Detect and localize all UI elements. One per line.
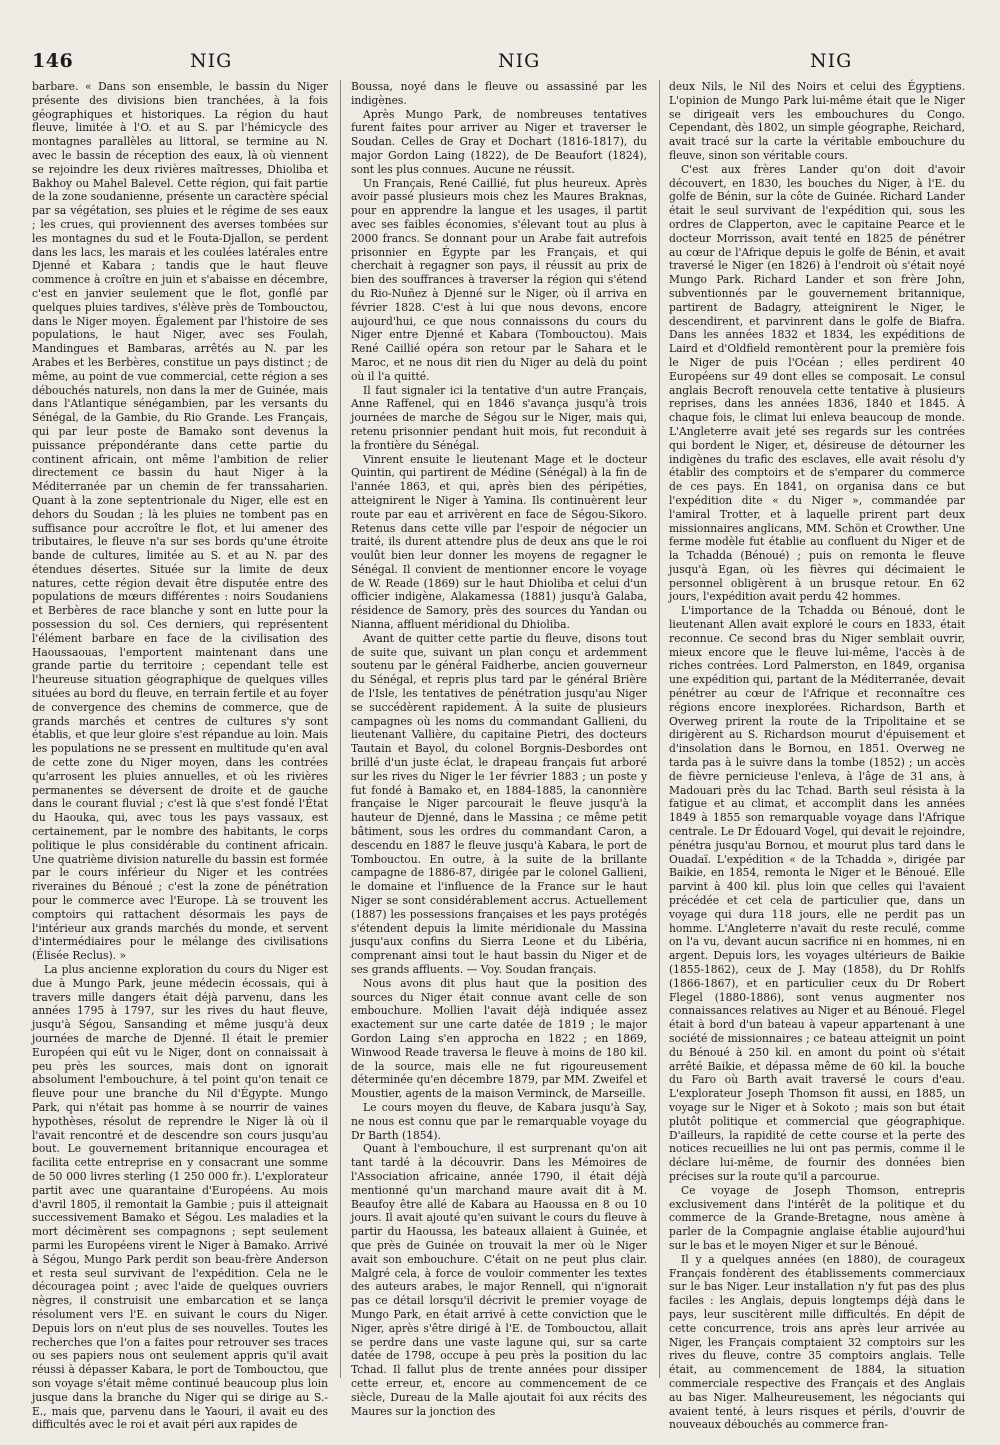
column-divider: [659, 80, 660, 1378]
paragraph: La plus ancienne exploration du cours du Niger est due à Mungo Park, jeune médecin écossais, qui à travers mille dangers était déjà parvenu, dans les années 1795 à 1797, sur les rives du haut fleuve, jusqu'à Ségou, Sansanding et même jusqu'à deux journées de marche de Djenné. Il était le premier Européen qui eût vu le Niger, dont on connaissait à peu près les sources, mais dont on ignorait absolument l'embouchure, à tel point qu'on tenait ce fleuve pour une branche du Nil d'Égypte. Mungo Park, qui n'était pas homme à se nourrir de vaines hypothèses, résolut de reprendre le Niger là où il l'avait rencontré et de descendre son cours jusqu'au bout. Le gouvernement britannique encouragea et facilita cette entreprise en y consacrant une somme de 50 000 livres sterling (1 250 000 fr.). L'explorateur partit avec une quarantaine d'Européens. Au mois d'avril 1805, il remontait la Gambie ; puis il atteignait successivement Bamako et Ségou. Les maladies et la mort décimèrent ses compagnons ; sept seulement parmi les Européens virent le Niger à Bamako. Arrivé à Ségou, Mungo Park perdit son beau-frère Anderson et resta seul survivant de l'expédition. Cela ne le découragea point ; avec l'aide de quelques ouvriers nègres, il construisit une embarcation et se lança résolument vers l'E. en suivant le cours du Niger. Depuis lors on n'eut plus de ses nouvelles. Toutes les recherches que l'on a faites pour retrouver ses traces ou ses papiers nous ont seulement appris qu'il avait réussi à dépasser Kabara, le port de Tombouctou, que son voyage s'était même continué beaucoup plus loin jusque dans la branche du Niger qui se dirige au S.-E., mais que, parvenu dans le Yaouri, il avait eu des difficultés avec le roi et avait péri aux rapides de: [32, 963, 328, 1432]
paragraph: barbare. « Dans son ensemble, le bassin du Niger présente des divisions bien tranchées, à la fois géographiques et historiques. La région du haut fleuve, limitée à l'O. et au S. par l'hémicycle des montagnes parallèles au littoral, se termine au N. avec le bassin de réception des eaux, là où viennent se rejoindre les deux rivières maîtresses, Dhioliba et Bakhoy ou Mahel Balevel. Cette région, qui fait partie de la zone soudanienne, présente un caractère spécial par sa végétation, ses pluies et le régime de ses eaux ; les crues, qui proviennent des averses tombées sur les montagnes du sud et le Fouta-Djallon, se perdent dans les lacs, les marais et les coulées latérales entre Djenné et Kabara ; tandis que le haut fleuve commence à croître en juin et s'abaisse en décembre, c'est en janvier seulement que le flot, gonflé par quelques pluies tardives, s'élève près de Tombouctou, dans le Niger moyen. Également par l'histoire de ses populations, le haut Niger, avec ses Foulah, Mandingues et Bambaras, arrêtés au N. par les Arabes et les Berbères, constitue un pays distinct ; de même, au point de vue commercial, cette région a ses débouchés naturels, non dans la mer de Guinée, mais dans l'Atlantique sénégambien, par les versants du Sénégal, de la Gambie, du Rio Grande. Les Français, qui par leur poste de Bamako sont devenus la puissance prépondérante dans cette partie du continent africain, ont même l'ambition de relier directement ce bassin du haut Niger à la Méditerranée par un chemin de fer transsaharien. Quant à la zone septentrionale du Niger, elle est en dehors du Soudan ; là les pluies ne tombent pas en suffisance pour accroître le flot, et lui amener des tributaires, le fleuve n'a sur ses bords qu'une étroite bande de cultures, limitée au S. et au N. par des étendues désertes. Située sur la limite de deux natures, cette région devait être disputée entre des populations de mœurs différentes : noirs Soudaniens et Berbères de race blanche y sont en lutte pour la possession du sol. Ces derniers, qui représentent l'élément barbare en face de la civilisation des Haoussaouas, l'emportent maintenant dans une grande partie du territoire ; cependant telle est l'heureuse situation géographique de quelques villes situées au bord du fleuve, en terrain fertile et au foyer de convergence des chemins de commerce, que de grands marchés et centres de cultures s'y sont établis, et que leur gloire s'est répandue au loin. Mais les populations ne se pressent en multitude qu'en aval de cette zone du Niger moyen, dans les contrées qu'arrosent les pluies annuelles, et où les rivières permanentes se déversent de droite et de gauche dans le courant fluvial ; c'est là que s'est fondé l'État du Haouka, qui, avec tous les pays vassaux, est certainement, par le nombre des habitants, le corps politique le plus considérable du continent africain. Une quatrième division naturelle du bassin est formée par le cours inférieur du Niger et les contrées riveraines du Bénoué ; c'est la zone de pénétration pour le commerce avec l'Europe. Là se trouvent les comptoirs qui rattachent désormais les pays de l'intérieur aux grands marchés du monde, et servent d'intermédiaires pour le mélange des civilisations (Élisée Reclus). »: [32, 80, 328, 963]
running-headword-center: NIG: [498, 50, 541, 72]
page-header: [30, 50, 970, 80]
paragraph: Nous avons dit plus haut que la position des sources du Niger était connue avant celle de son embouchure. Mollien l'avait déjà indiquée assez exactement sur une carte datée de 1819 ; le major Gordon Laing s'en approcha en 1822 ; en 1869, Winwood Reade traversa le fleuve à moins de 180 kil. de la source, mais elle ne fut rigoureusement déterminée qu'en décembre 1879, par MM. Zweifel et Moustier, agents de la maison Verminck, de Marseille.: [351, 976, 647, 1101]
paragraph: Le cours moyen du fleuve, de Kabara jusqu'à Say, ne nous est connu que par le remarquable voyage du Dr Barth (1854).: [351, 1100, 647, 1142]
paragraph: Avant de quitter cette partie du fleuve, disons tout de suite que, suivant un plan conçu et ardemment soutenu par le général Faidherbe, ancien gouverneur du Sénégal, et repris plus tard par le général Brière de l'Isle, les tentatives de pénétration jusqu'au Niger se succédèrent rapidement. À la suite de plusieurs campagnes où les noms du commandant Gallieni, du lieutenant Vallière, du capitaine Pietri, des docteurs Tautain et Bayol, du colonel Borgnis-Desbordes ont brillé d'un juste éclat, le drapeau français fut arboré sur les rives du Niger le 1er février 1883 ; un poste y fut fondé à Bamako et, en 1884-1885, la canonnière française le Niger parcourait le fleuve jusqu'à la hauteur de Djenné, dans le Massina ; ce même petit bâtiment, sous les ordres du commandant Caron, a descendu en 1887 le fleuve jusqu'à Kabara, le port de Tombouctou. En outre, à la suite de la brillante campagne de 1886-87, dirigée par le colonel Gallieni, le domaine et l'influence de la France sur le haut Niger se sont considérablement accrus. Actuellement (1887) les possessions françaises et les pays protégés s'étendent depuis la limite méridionale du Massina jusqu'aux confins du Sierra Leone et du Libéria, comprenant ainsi tout le haut bassin du Niger et de ses grands affluents. — Voy. Soudan français.: [351, 631, 647, 976]
paragraph: Il faut signaler ici la tentative d'un autre Français, Anne Raffenel, qui en 1846 s'avança jusqu'à trois journées de marche de Ségou sur le Niger, mais qui, retenu prisonnier pendant huit mois, fut reconduit à la frontière du Sénégal.: [351, 383, 647, 452]
text-column-3: [669, 80, 965, 1432]
running-headword-right: NIG: [810, 50, 853, 72]
paragraph: Un Français, René Caillié, fut plus heureux. Après avoir passé plusieurs mois chez les Maures Braknas, pour en apprendre la langue et les usages, il partit avec ses faibles économies, s'élevant tout au plus à 2000 francs. Se donnant pour un Arabe fait autrefois prisonnier en Égypte par les Français, et qui cherchait à regagner son pays, il réussit au prix de bien des souffrances à traverser la région qui s'étend du Rio-Nuñez à Djenné sur le Niger, où il arriva en février 1828. C'est à lui que nous devons, encore aujourd'hui, ce que nous connaissons du cours du Niger entre Djenné et Kabara (Tombouctou). Mais René Caillié opéra son retour par le Sahara et le Maroc, et ne nous dit rien du Niger au delà du point où il l'a quitté.: [351, 176, 647, 383]
paragraph: Ce voyage de Joseph Thomson, entrepris exclusivement dans l'intérêt de la politique et du commerce de la Grande-Bretagne, nous amène à parler de la Compagnie anglaise établie aujourd'hui sur le bas et le moyen Niger et sur le Bénoué.: [669, 1183, 965, 1252]
paragraph: Vinrent ensuite le lieutenant Mage et le docteur Quintin, qui partirent de Médine (Sénégal) à la fin de l'année 1863, et qui, après bien des péripéties, atteignirent le Niger à Yamina. Ils continuèrent leur route par eau et arrivèrent en face de Ségou-Sikoro. Retenus dans cette ville par l'espoir de négocier un traité, ils durent attendre plus de deux ans que le roi voulût bien leur donner les moyens de regagner le Sénégal. Il convient de mentionner encore le voyage de W. Reade (1869) sur le haut Dhioliba et celui d'un officier indigène, Alakamessa (1881) jusqu'à Galaba, résidence de Samory, près des sources du Yandan ou Nianna, affluent méridional du Dhioliba.: [351, 452, 647, 632]
text-column-2: [351, 80, 647, 1420]
paragraph: Quant à l'embouchure, il est surprenant qu'on ait tant tardé à la découvrir. Dans les Mémoires de l'Association africaine, année 1790, il était déjà mentionné qu'un marchand maure avait dit à M. Beaufoy être allé de Kabara au Haoussa en 8 ou 10 jours. Il avait ajouté qu'en suivant le cours du fleuve à partir du Haoussa, les bateaux allaient à Guinée, et que près de Guinée on trouvait la mer où le Niger avait son embouchure. C'était on ne peut plus clair. Malgré cela, à force de vouloir commenter les textes des auteurs arabes, le major Rennell, qui n'ignorait pas ce détail lorsqu'il décrivit le premier voyage de Mungo Park, en était arrivé à cette conviction que le Niger, après s'être dirigé à l'E. de Tombouctou, allait se perdre dans une vaste lagune qui, sur sa carte datée de 1798, occupe à peu près la position du lac Tchad. Il fallut plus de trente années pour dissiper cette erreur, et, encore au commencement de ce siècle, Dureau de la Malle ajoutait foi aux récits des Maures sur la jonction des: [351, 1142, 647, 1418]
paragraph: C'est aux frères Lander qu'on doit d'avoir découvert, en 1830, les bouches du Niger, à l'E. du golfe de Bénin, sur la côte de Guinée. Richard Lander était le seul survivant de l'expédition qui, sous les ordres de Clapperton, avec le capitaine Pearce et le docteur Morrisson, avait tenté en 1825 de pénétrer au cœur de l'Afrique depuis le golfe de Bénin, et avait traversé le Niger (en 1826) à l'endroit où s'était noyé Mungo Park. Richard Lander et son frère John, subventionnés par le gouvernement britannique, partirent de Badagry, atteignirent le Niger, le descendirent, et parvinrent dans le golfe de Biafra. Dans les années 1832 et 1834, les expéditions de Laird et d'Oldfield remontèrent pour la première fois le Niger de puis l'Océan ; elles perdirent 40 Européens sur 49 dont elles se composait. Le consul anglais Becroft renouvela cette tentative à plusieurs reprises, dans les années 1836, 1840 et 1845. À chaque fois, le climat lui enleva beaucoup de monde. L'Angleterre avait jeté ses regards sur les contrées qui bordent le Niger, et, désireuse de détourner les indigènes du trafic des esclaves, elle avait résolu d'y établir des comptoirs et de s'emparer du commerce de ces pays. En 1841, on organisa dans ce but l'expédition dite « du Niger », commandée par l'amiral Trotter, et à laquelle prirent part deux missionnaires anglicans, MM. Schön et Crowther. Une ferme modèle fut établie au confluent du Niger et de la Tchadda (Bénoué) ; puis on remonta le fleuve jusqu'à Egan, où les fièvres qui décimaient le personnel obligèrent à un brusque retour. En 62 jours, l'expédition avait perdu 42 hommes.: [669, 162, 965, 604]
paragraph: deux Nils, le Nil des Noirs et celui des Égyptiens. L'opinion de Mungo Park lui-même était que le Niger se dirigeait vers les embouchures du Congo. Cependant, dès 1802, un simple géographe, Reichard, avait tracé sur la carte la véritable embouchure du fleuve, sinon son véritable cours.: [669, 80, 965, 162]
paragraph: Après Mungo Park, de nombreuses tentatives furent faites pour arriver au Niger et traverser le Soudan. Celles de Gray et Dochart (1816-1817), du major Gordon Laing (1822), de De Beaufort (1824), sont les plus connues. Aucune ne réussit.: [351, 107, 647, 176]
page-number: 146: [32, 50, 74, 72]
paragraph: L'importance de la Tchadda ou Bénoué, dont le lieutenant Allen avait exploré le cours en 1833, était reconnue. Ce second bras du Niger semblait ouvrir, mieux encore que le fleuve lui-même, l'accès à de riches contrées. Lord Palmerston, en 1849, organisa une expédition qui, partant de la Méditerranée, devait pénétrer au cœur de l'Afrique et reconnaître ces régions encore inexplorées. Richardson, Barth et Overweg prirent la route de la Tripolitaine et se dirigèrent au S. Richardson mourut d'épuisement et d'insolation dans le Bornou, en 1851. Overweg ne tarda pas à le suivre dans la tombe (1852) ; un accès de fièvre pernicieuse l'enleva, à l'âge de 31 ans, à Madouari près du lac Tchad. Barth seul résista à la fatigue et au climat, et accomplit dans les années 1849 à 1855 son remarquable voyage dans l'Afrique centrale. Le Dr Édouard Vogel, qui devait le rejoindre, pénétra jusqu'au Bornou, et mourut plus tard dans le Ouadaï. L'expédition « de la Tchadda », dirigée par Baikie, en 1854, remonta le Niger et le Bénoué. Elle parvint à 400 kil. plus loin que celles qui l'avaient précédée et cet cela de particulier que, dans un voyage qui dura 118 jours, elle ne perdit pas un homme. L'Angleterre n'avait du reste reculé, comme on l'a vu, devant aucun sacrifice ni en hommes, ni en argent. Depuis lors, les voyages ultérieurs de Baikie (1855-1862), ceux de J. May (1858), du Dr Rohlfs (1866-1867), et en particulier ceux du Dr Robert Flegel (1880-1886), sont venus augmenter nos connaissances relatives au Niger et au Bénoué. Flegel était à bord d'un bateau à vapeur appartenant à une société de missionnaires ; ce bateau atteignit un point du Bénoué à 250 kil. en amont du point où s'était arrêté Baikie, et dépassa même de 60 kil. la bouche du Faro où Barth avait traversé le cours d'eau. L'explorateur Joseph Thomson fit aussi, en 1885, un voyage sur le Niger et à Sokoto ; mais son but était plutôt politique et commercial que géographique. D'ailleurs, la rapidité de cette course et la perte des notices recueillies ne lui ont pas permis, comme il le déclare lui-même, de fournir des données bien précises sur la route qu'il a parcourue.: [669, 604, 965, 1183]
running-headword-left: NIG: [190, 50, 233, 72]
text-column-1: [32, 80, 328, 1432]
column-divider: [340, 80, 341, 1378]
paragraph: Il y a quelques années (en 1880), de courageux Français fondèrent des établissements commerciaux sur le bas Niger. Leur installation n'y fut pas des plus faciles : les Anglais, depuis longtemps déjà dans le pays, leur suscitèrent mille difficultés. En dépit de cette concurrence, trois ans après leur arrivée au Niger, les Français comptaient 32 comptoirs sur les rives du fleuve, contre 35 comptoirs anglais. Telle était, au commencement de 1884, la situation commerciale respective des Français et des Anglais au bas Niger. Malheureusement, les négociants qui avaient tenté, à leurs risques et périls, d'ouvrir de nouveaux débouchés au commerce fran-: [669, 1252, 965, 1432]
paragraph: Boussa, noyé dans le fleuve ou assassiné par les indigènes.: [351, 80, 647, 107]
